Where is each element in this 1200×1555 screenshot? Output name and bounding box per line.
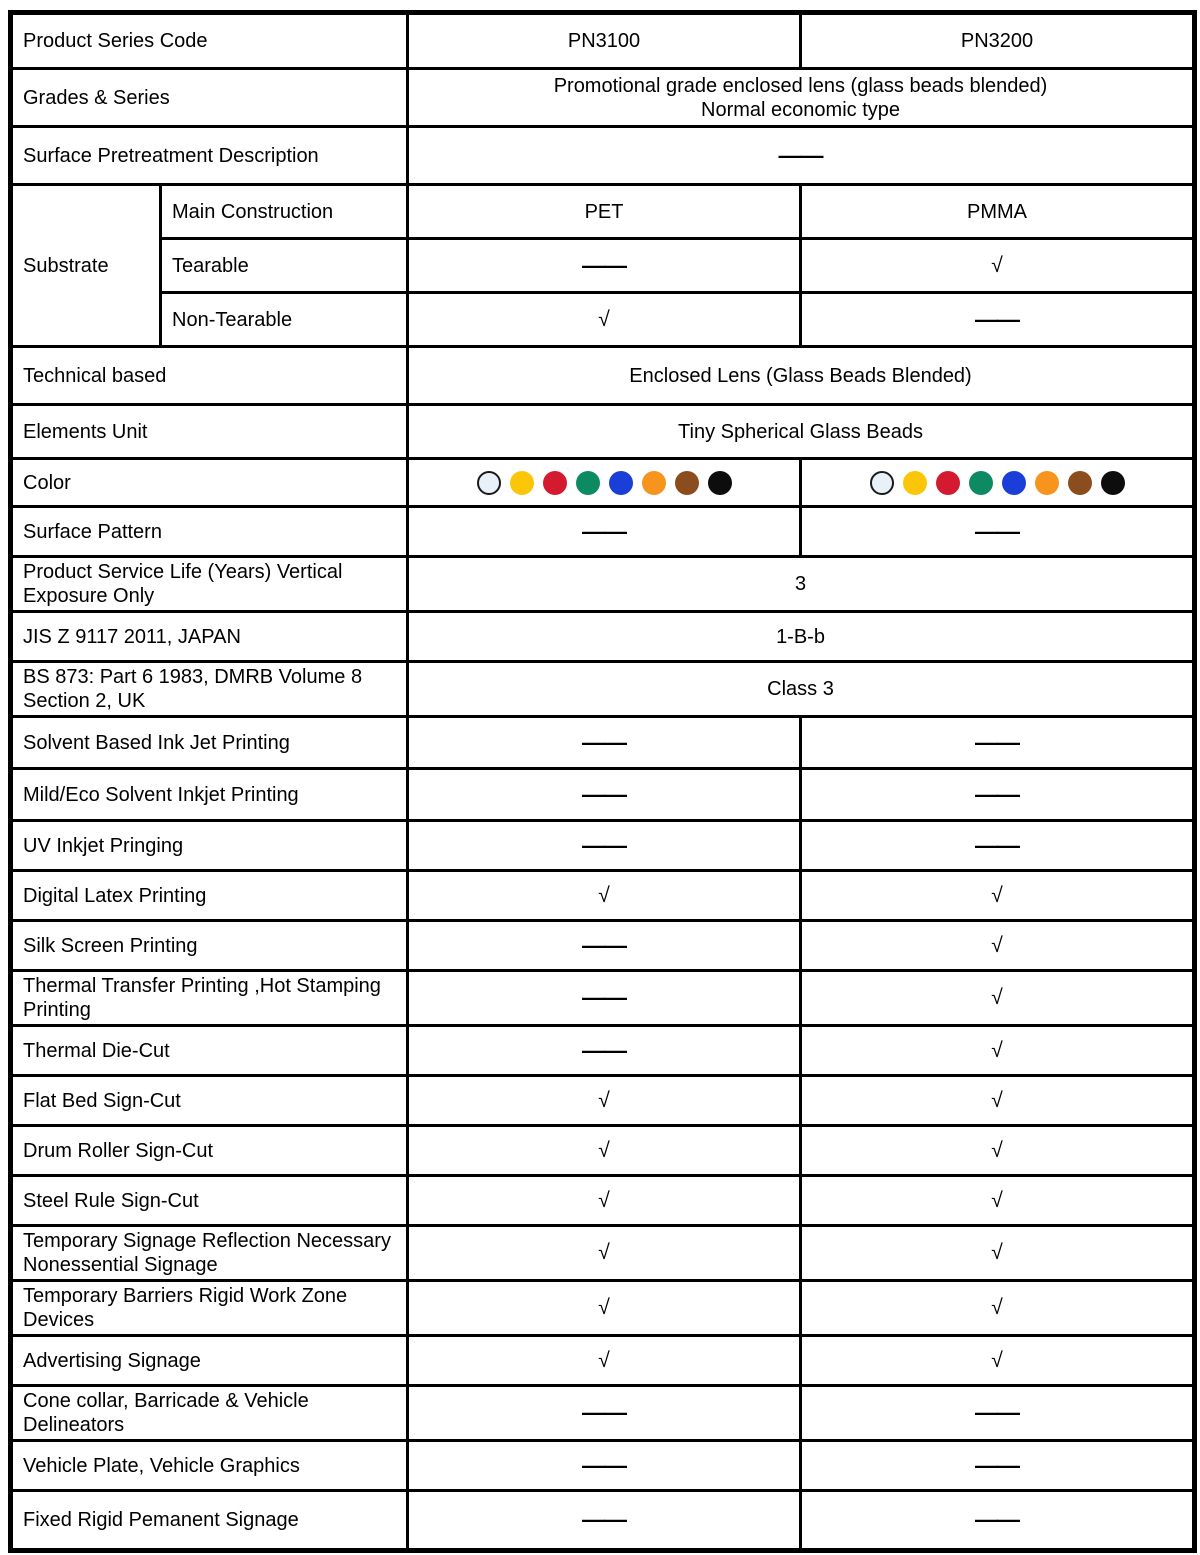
grades-value-cell [408, 69, 1195, 127]
table-row [11, 557, 1195, 612]
yellow-color-swatch [510, 471, 534, 495]
temp-signage-label: Temporary Signage Reflection Necessary Nonessential Signage [11, 1226, 408, 1281]
table-row [11, 921, 1195, 971]
table-row [11, 871, 1195, 921]
bs-standard-label: BS 873: Part 6 1983, DMRB Volume 8 Section 2, UK [11, 662, 408, 717]
table-row [11, 127, 1195, 185]
white-color-swatch [870, 471, 894, 495]
black-color-swatch [1101, 471, 1125, 495]
surface-pattern-pn3100-cell: —— [408, 507, 801, 557]
thermal-transfer-pn3200-cell: √ [801, 971, 1195, 1026]
color-swatches-pn3200 [806, 471, 1188, 495]
red-color-swatch [936, 471, 960, 495]
tearable-label: Tearable [161, 239, 408, 293]
cone-collar-pn3200-cell: —— [801, 1386, 1195, 1441]
table-row [11, 1281, 1195, 1336]
flat-bed-label: Flat Bed Sign-Cut [11, 1076, 408, 1126]
table-row [11, 1126, 1195, 1176]
silk-screen-pn3200-cell: √ [801, 921, 1195, 971]
digital-latex-label: Digital Latex Printing [11, 871, 408, 921]
drum-roller-pn3100-cell: √ [408, 1126, 801, 1176]
table-row [11, 1226, 1195, 1281]
table-row [11, 405, 1195, 459]
main-construction-pn3200-cell: PMMA [801, 185, 1195, 239]
table-row [11, 1336, 1195, 1386]
table-row [11, 971, 1195, 1026]
flat-bed-pn3200-cell: √ [801, 1076, 1195, 1126]
non-tearable-label: Non-Tearable [161, 293, 408, 347]
grades-line-2: Normal economic type [701, 98, 900, 121]
fixed-rigid-pn3100-cell: —— [408, 1491, 801, 1551]
jis-standard-label: JIS Z 9117 2011, JAPAN [11, 612, 408, 662]
eco-solvent-inkjet-pn3100-cell: —— [408, 769, 801, 821]
fixed-rigid-label: Fixed Rigid Pemanent Signage [11, 1491, 408, 1551]
white-color-swatch [477, 471, 501, 495]
service-life-value-cell: 3 [408, 557, 1195, 612]
green-color-swatch [969, 471, 993, 495]
uv-inkjet-pn3100-cell: —— [408, 821, 801, 871]
brown-color-swatch [1068, 471, 1092, 495]
steel-rule-pn3200-cell: √ [801, 1176, 1195, 1226]
product-series-pn3100-cell: PN3100 [408, 13, 801, 69]
thermal-transfer-pn3100-cell: —— [408, 971, 801, 1026]
advertising-pn3200-cell: √ [801, 1336, 1195, 1386]
silk-screen-label: Silk Screen Printing [11, 921, 408, 971]
table-row [11, 185, 1195, 239]
cone-collar-pn3100-cell: —— [408, 1386, 801, 1441]
table-row [11, 1491, 1195, 1551]
solvent-inkjet-pn3200-cell: —— [801, 717, 1195, 769]
green-color-swatch [576, 471, 600, 495]
solvent-inkjet-pn3100-cell: —— [408, 717, 801, 769]
temp-barriers-pn3200-cell: √ [801, 1281, 1195, 1336]
black-color-swatch [708, 471, 732, 495]
color-label: Color [11, 459, 408, 507]
table-row [11, 507, 1195, 557]
table-row [11, 1441, 1195, 1491]
main-construction-pn3100-cell: PET [408, 185, 801, 239]
digital-latex-pn3200-cell: √ [801, 871, 1195, 921]
yellow-color-swatch [903, 471, 927, 495]
table-row [11, 821, 1195, 871]
solvent-inkjet-label: Solvent Based Ink Jet Printing [11, 717, 408, 769]
table-row [11, 1026, 1195, 1076]
temp-barriers-label: Temporary Barriers Rigid Work Zone Devices [11, 1281, 408, 1336]
orange-color-swatch [642, 471, 666, 495]
surface-pretreatment-value-cell: —— [408, 127, 1195, 185]
cone-collar-label: Cone collar, Barricade & Vehicle Delineators [11, 1386, 408, 1441]
steel-rule-pn3100-cell: √ [408, 1176, 801, 1226]
temp-signage-pn3100-cell: √ [408, 1226, 801, 1281]
thermal-transfer-label: Thermal Transfer Printing ,Hot Stamping Printing [11, 971, 408, 1026]
table-row [11, 1176, 1195, 1226]
elements-unit-value-cell: Tiny Spherical Glass Beads [408, 405, 1195, 459]
table-row [11, 459, 1195, 507]
non-tearable-pn3100-cell: √ [408, 293, 801, 347]
table-row [11, 1386, 1195, 1441]
service-life-label: Product Service Life (Years) Vertical Exposure Only [11, 557, 408, 612]
surface-pattern-pn3200-cell: —— [801, 507, 1195, 557]
technical-based-value-cell: Enclosed Lens (Glass Beads Blended) [408, 347, 1195, 405]
drum-roller-label: Drum Roller Sign-Cut [11, 1126, 408, 1176]
table-row [11, 293, 1195, 347]
substrate-label: Substrate [11, 185, 161, 347]
product-series-pn3200-cell: PN3200 [801, 13, 1195, 69]
grades-label: Grades & Series [11, 69, 408, 127]
table-row [11, 347, 1195, 405]
advertising-pn3100-cell: √ [408, 1336, 801, 1386]
digital-latex-pn3100-cell: √ [408, 871, 801, 921]
bs-standard-value-cell: Class 3 [408, 662, 1195, 717]
vehicle-plate-pn3200-cell: —— [801, 1441, 1195, 1491]
flat-bed-pn3100-cell: √ [408, 1076, 801, 1126]
steel-rule-label: Steel Rule Sign-Cut [11, 1176, 408, 1226]
jis-standard-value-cell: 1-B-b [408, 612, 1195, 662]
eco-solvent-inkjet-pn3200-cell: —— [801, 769, 1195, 821]
fixed-rigid-pn3200-cell: —— [801, 1491, 1195, 1551]
temp-signage-pn3200-cell: √ [801, 1226, 1195, 1281]
table-row [11, 13, 1195, 69]
table-row [11, 612, 1195, 662]
main-construction-label: Main Construction [161, 185, 408, 239]
product-series-label: Product Series Code [11, 13, 408, 69]
grades-line-1: Promotional grade enclosed lens (glass beads blended) [553, 74, 1048, 97]
table-row [11, 662, 1195, 717]
thermal-die-cut-pn3100-cell: —— [408, 1026, 801, 1076]
uv-inkjet-label: UV Inkjet Pringing [11, 821, 408, 871]
surface-pretreatment-label: Surface Pretreatment Description [11, 127, 408, 185]
product-spec-table [8, 10, 1197, 1553]
uv-inkjet-pn3200-cell: —— [801, 821, 1195, 871]
drum-roller-pn3200-cell: √ [801, 1126, 1195, 1176]
elements-unit-label: Elements Unit [11, 405, 408, 459]
temp-barriers-pn3100-cell: √ [408, 1281, 801, 1336]
thermal-die-cut-pn3200-cell: √ [801, 1026, 1195, 1076]
tearable-pn3100-cell: —— [408, 239, 801, 293]
color-swatches-pn3100 [413, 471, 795, 495]
red-color-swatch [543, 471, 567, 495]
brown-color-swatch [675, 471, 699, 495]
color-pn3100-cell [408, 459, 801, 507]
tearable-pn3200-cell: √ [801, 239, 1195, 293]
eco-solvent-inkjet-label: Mild/Eco Solvent Inkjet Printing [11, 769, 408, 821]
table-row [11, 1076, 1195, 1126]
table-row [11, 239, 1195, 293]
blue-color-swatch [609, 471, 633, 495]
color-pn3200-cell [801, 459, 1195, 507]
table-row [11, 717, 1195, 769]
advertising-label: Advertising Signage [11, 1336, 408, 1386]
technical-based-label: Technical based [11, 347, 408, 405]
silk-screen-pn3100-cell: —— [408, 921, 801, 971]
table-row [11, 69, 1195, 127]
thermal-die-cut-label: Thermal Die-Cut [11, 1026, 408, 1076]
vehicle-plate-label: Vehicle Plate, Vehicle Graphics [11, 1441, 408, 1491]
orange-color-swatch [1035, 471, 1059, 495]
table-row [11, 769, 1195, 821]
surface-pattern-label: Surface Pattern [11, 507, 408, 557]
vehicle-plate-pn3100-cell: —— [408, 1441, 801, 1491]
non-tearable-pn3200-cell: —— [801, 293, 1195, 347]
blue-color-swatch [1002, 471, 1026, 495]
